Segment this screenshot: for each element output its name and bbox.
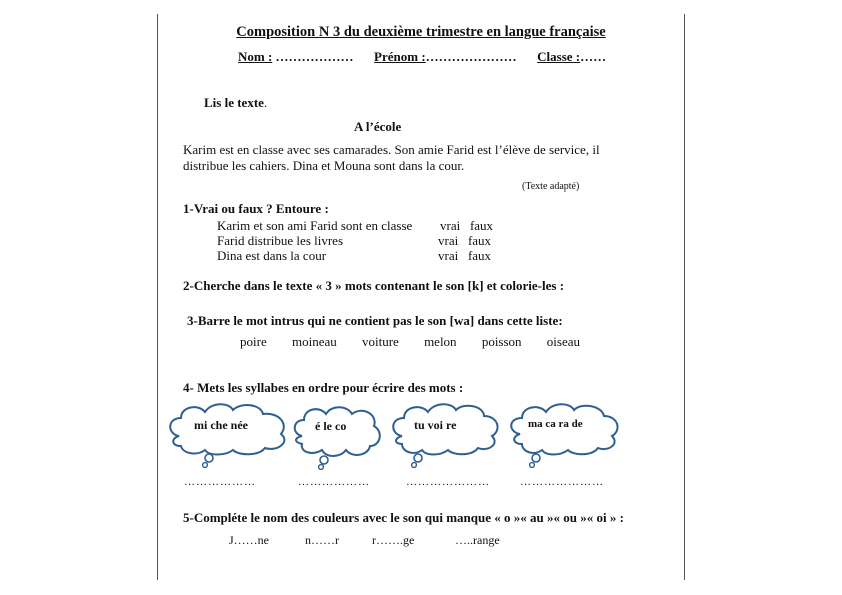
prenom-field[interactable]: ………………… (425, 49, 517, 64)
true-false-choices[interactable]: vrai faux (438, 248, 492, 263)
answer-line-1[interactable]: ……………… (184, 476, 256, 488)
word-item[interactable]: voiture (361, 334, 399, 349)
answer-line-3[interactable]: ………………… (406, 476, 490, 488)
cloud-bubble-icon (165, 398, 295, 468)
true-false-choices[interactable]: vrai faux (440, 218, 494, 233)
paragraph-line-2: distribue les cahiers. Dina et Mouna sont dans la cour. (183, 158, 465, 173)
question-2-heading: 2-Cherche dans le texte « 3 » mots contenant le son [k] et colorie-les : (183, 278, 565, 293)
color-blank-2[interactable]: n……r (305, 533, 339, 547)
word-item[interactable]: poire (240, 334, 267, 349)
true-false-row (217, 218, 517, 234)
word-item[interactable]: poisson (481, 334, 522, 349)
student-info-line (238, 49, 606, 65)
text-title: A l’école (354, 119, 402, 134)
question-4-heading: 4- Mets les syllabes en ordre pour écrire des mots : (183, 380, 464, 395)
color-blank-1[interactable]: J……ne (229, 533, 269, 547)
classe-field[interactable]: …… (580, 49, 607, 64)
color-blank-3[interactable]: r…….ge (372, 533, 415, 547)
instruction-punct: . (263, 95, 268, 110)
question-5-heading: 5-Compléte le nom des couleurs avec le son qui manque « o »« au »« ou »« oi » : (183, 510, 624, 525)
word-list (240, 334, 602, 350)
true-false-statement: Karim et son ami Farid sont en classe (217, 218, 413, 233)
true-false-row (217, 248, 517, 264)
true-false-statement: Farid distribue les livres (217, 233, 344, 248)
answer-line-4[interactable]: ………………… (520, 476, 604, 488)
classe-label: Classe : (537, 49, 581, 64)
syllable-bubble-2: é le co (315, 419, 347, 433)
word-item[interactable]: oiseau (546, 334, 581, 349)
right-margin-line (684, 14, 685, 580)
prenom-label: Prénom : (374, 49, 426, 64)
nom-label: Nom : (238, 49, 273, 64)
syllable-bubble-3: tu voi re (414, 418, 457, 432)
word-item[interactable]: melon (424, 334, 457, 349)
page-title: Composition N 3 du deuxième trimestre en langue française (236, 24, 606, 40)
left-margin-line (157, 14, 158, 580)
answer-line-2[interactable]: ……………… (298, 476, 370, 488)
syllable-bubble-1: mi che née (194, 418, 248, 432)
true-false-choices[interactable]: vrai faux (438, 233, 492, 248)
paragraph-line-1: Karim est en classe avec ses camarades. Son amie Farid est l’élève de service, il (183, 142, 600, 157)
cloud-bubble-icon (506, 398, 624, 468)
question-3-heading: 3-Barre le mot intrus qui ne contient pas le son [wa] dans cette liste: (187, 313, 563, 328)
syllable-bubble-4: ma ca ra de (528, 418, 583, 430)
text-source: (Texte adapté) (522, 181, 580, 192)
cloud-bubble-icon (388, 398, 503, 468)
true-false-statement: Dina est dans la cour (217, 248, 327, 263)
cloud-bubble-icon (290, 400, 385, 470)
nom-field[interactable]: ……………… (275, 49, 354, 64)
question-1-heading: 1-Vrai ou faux ? Entoure : (183, 201, 329, 216)
reading-paragraph (183, 142, 600, 174)
color-blank-4[interactable]: …..range (455, 533, 500, 547)
true-false-row (217, 233, 517, 249)
reading-instruction (204, 95, 267, 111)
instruction-label: Lis le texte (204, 95, 264, 110)
word-item[interactable]: moineau (291, 334, 337, 349)
